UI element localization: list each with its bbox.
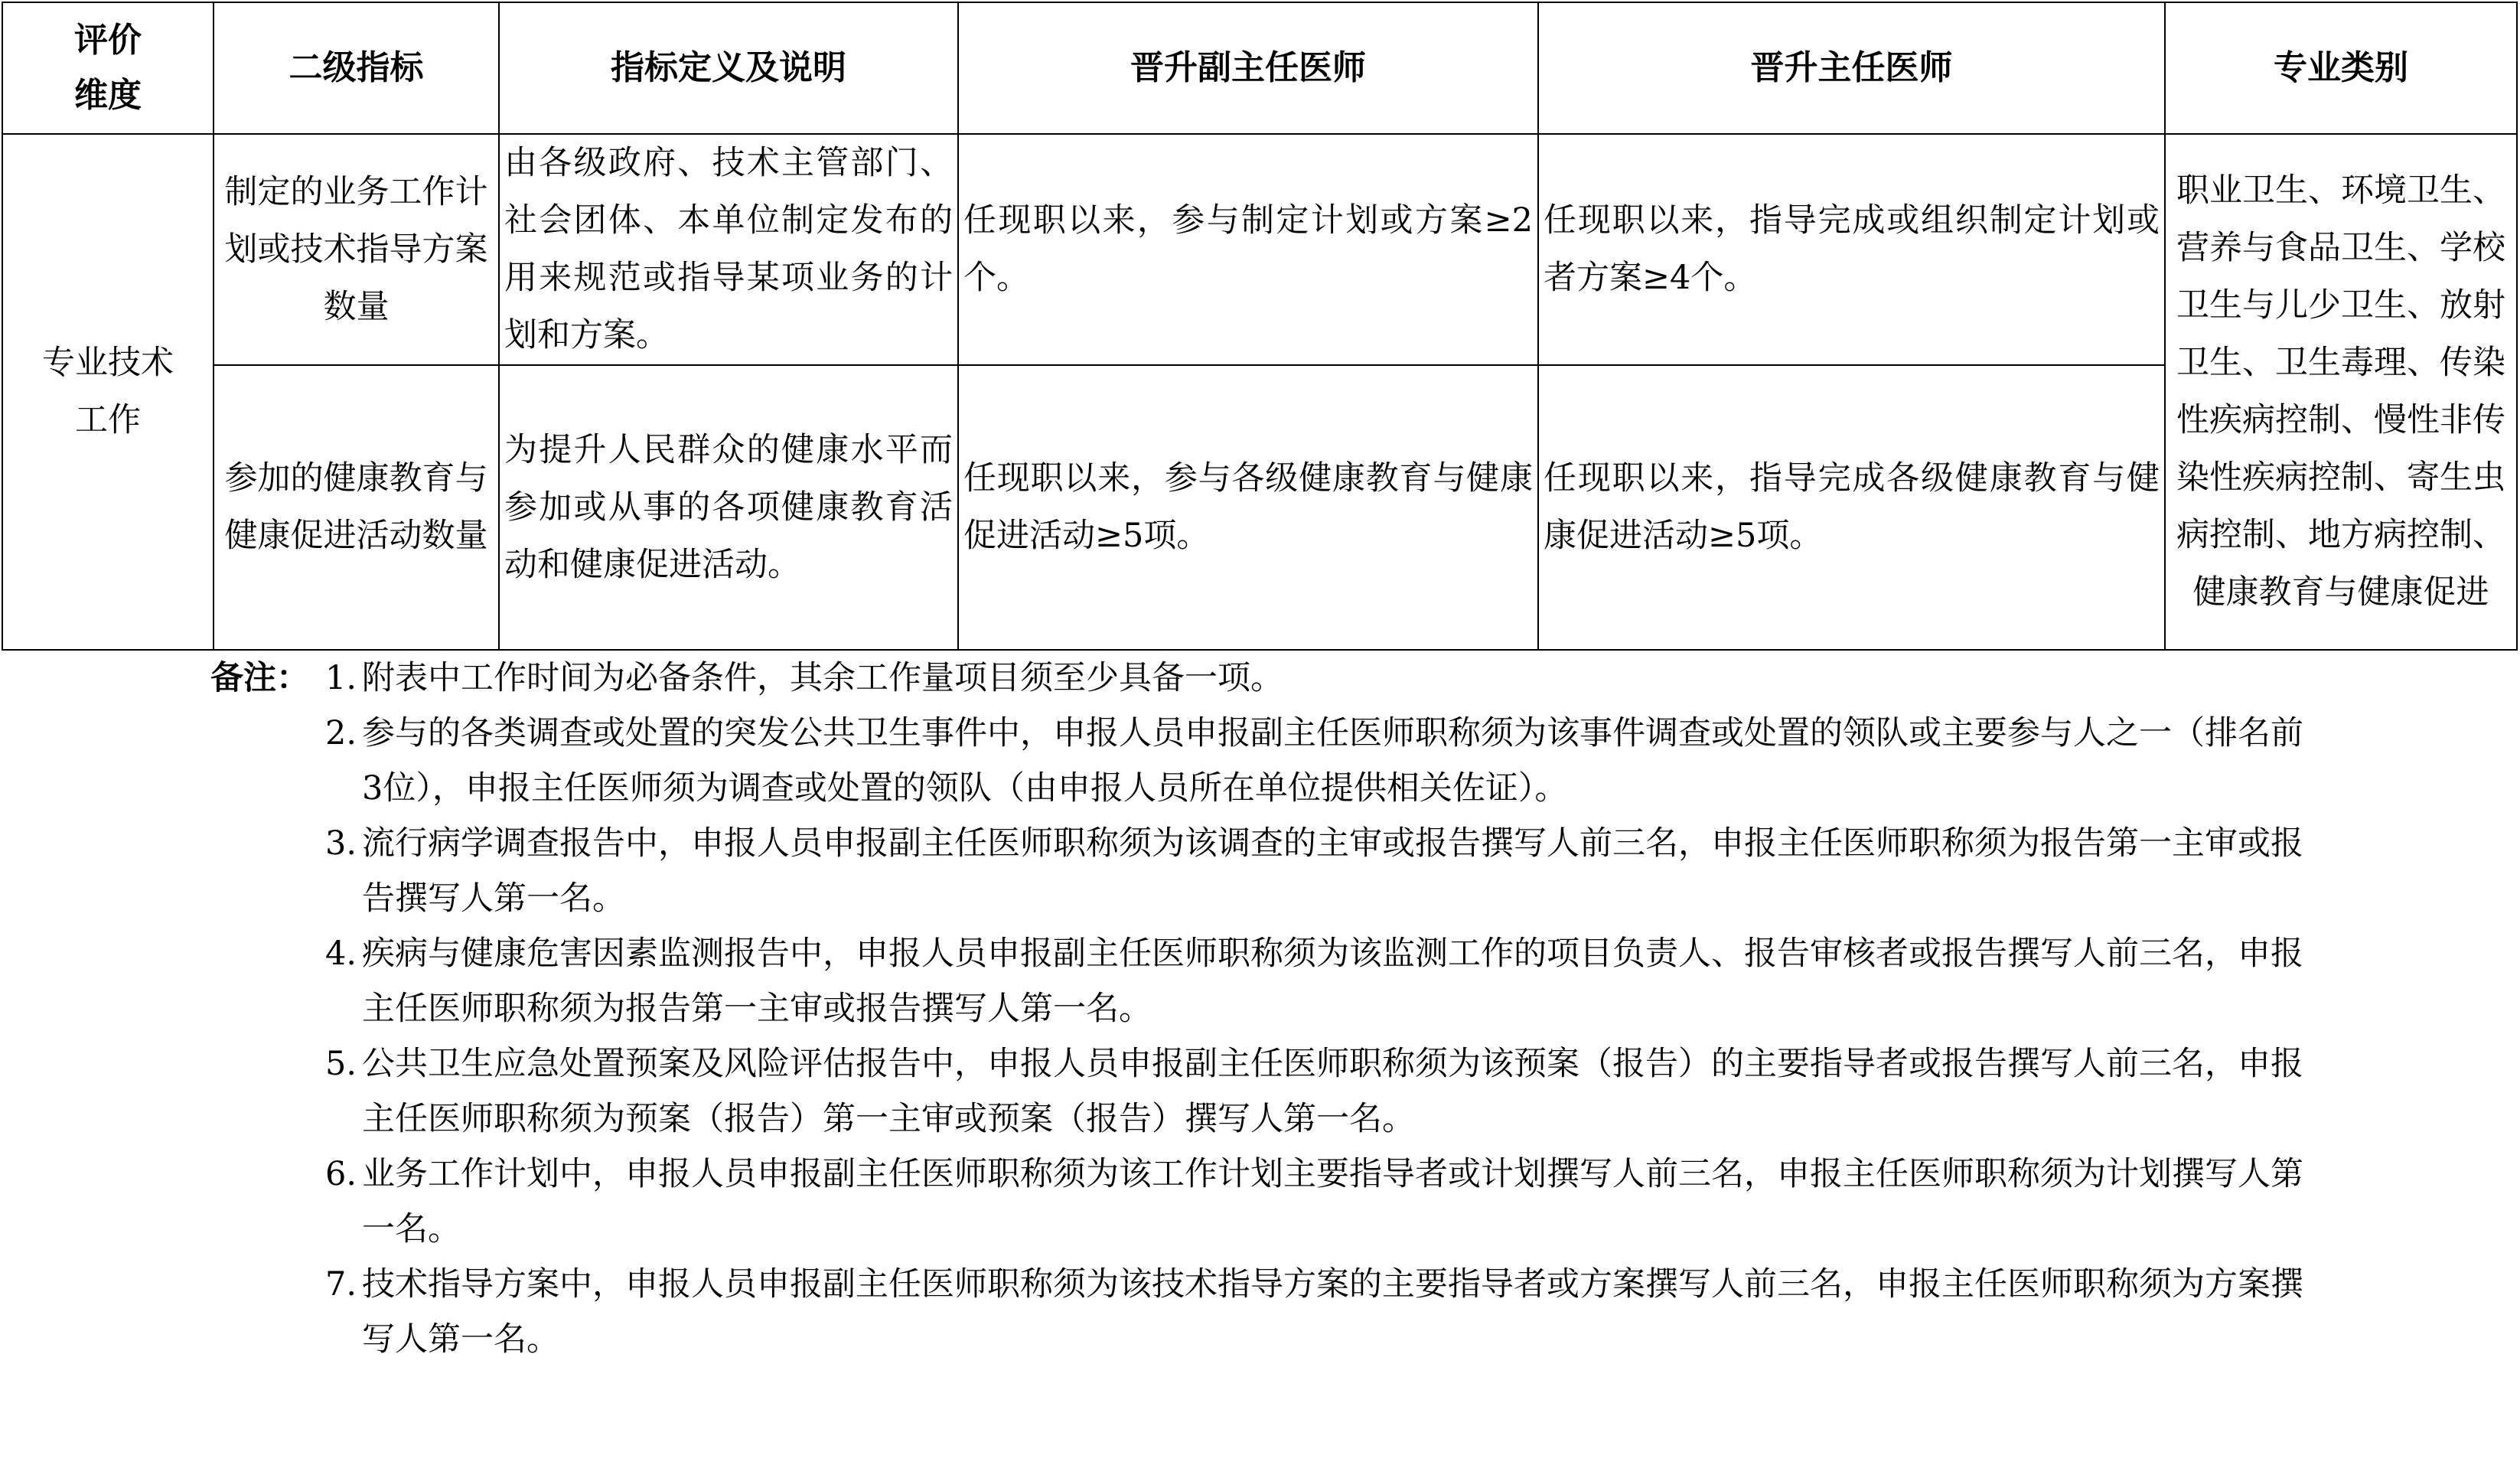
definition-cell: 由各级政府、技术主管部门、社会团体、本单位制定发布的用来规范或指导某项业务的计划和方案。	[499, 134, 958, 365]
note-number: 7.	[325, 1265, 357, 1303]
note-item	[210, 706, 2323, 816]
header-dimension: 评价 维度	[2, 2, 214, 134]
note-text: 业务工作计划中，申报人员申报副主任医师职称须为该工作计划主要指导者或计划撰写人前三名，申报主任医师职称须为计划撰写人第一名。	[362, 1155, 2303, 1248]
notes-label: 备注：	[210, 659, 309, 697]
table-header-row	[2, 2, 2517, 134]
definition-cell: 为提升人民群众的健康水平而参加或从事的各项健康教育活动和健康促进活动。	[499, 365, 958, 650]
note-item	[210, 1147, 2323, 1257]
note-number: 1.	[325, 659, 357, 697]
indicator-cell: 参加的健康教育与健康促进活动数量	[214, 365, 499, 650]
deputy-requirement-cell: 任现职以来，参与制定计划或方案≥2个。	[958, 134, 1538, 365]
note-text: 参与的各类调查或处置的突发公共卫生事件中，申报人员申报副主任医师职称须为该事件调查或处置的领队或主要参与人之一（排名前3位），申报主任医师须为调查或处置的领队（由申报人员所在单位提供相关佐证）。	[362, 714, 2303, 808]
note-text: 疾病与健康危害因素监测报告中，申报人员申报副主任医师职称须为该监测工作的项目负责人、报告审核者或报告撰写人前三名，申报主任医师职称须为报告第一主审或报告撰写人第一名。	[362, 935, 2303, 1028]
header-category: 专业类别	[2165, 2, 2517, 134]
note-item	[210, 651, 2323, 706]
note-number: 2.	[325, 714, 357, 752]
indicator-cell: 制定的业务工作计划或技术指导方案数量	[214, 134, 499, 365]
evaluation-table	[2, 2, 2518, 651]
note-item	[210, 926, 2323, 1036]
header-definition: 指标定义及说明	[499, 2, 958, 134]
chief-requirement-cell: 任现职以来，指导完成各级健康教育与健康促进活动≥5项。	[1538, 365, 2165, 650]
note-text: 公共卫生应急处置预案及风险评估报告中，申报人员申报副主任医师职称须为该预案（报告）的主要指导者或报告撰写人前三名，申报主任医师职称须为预案（报告）第一主审或预案（报告）撰写人第一名。	[362, 1045, 2303, 1138]
category-cell: 职业卫生、环境卫生、营养与食品卫生、学校卫生与儿少卫生、放射卫生、卫生毒理、传染性疾病控制、慢性非传染性疾病控制、寄生虫病控制、地方病控制、健康教育与健康促进	[2165, 134, 2517, 650]
note-item	[210, 1036, 2323, 1147]
note-number: 5.	[325, 1045, 357, 1083]
note-text: 技术指导方案中，申报人员申报副主任医师职称须为该技术指导方案的主要指导者或方案撰写人前三名，申报主任医师职称须为方案撰写人第一名。	[362, 1265, 2303, 1359]
header-chief: 晋升主任医师	[1538, 2, 2165, 134]
deputy-requirement-cell: 任现职以来，参与各级健康教育与健康促进活动≥5项。	[958, 365, 1538, 650]
header-deputy-chief: 晋升副主任医师	[958, 2, 1538, 134]
note-number: 6.	[325, 1155, 357, 1193]
note-number: 4.	[325, 935, 357, 973]
note-text: 流行病学调查报告中，申报人员申报副主任医师职称须为该调查的主审或报告撰写人前三名，申报主任医师职称须为报告第一主审或报告撰写人第一名。	[362, 824, 2303, 918]
note-number: 3.	[325, 824, 357, 863]
note-item	[210, 1257, 2323, 1367]
header-indicator: 二级指标	[214, 2, 499, 134]
notes-section	[210, 651, 2323, 1367]
dimension-cell: 专业技术 工作	[2, 134, 214, 650]
table-row	[2, 134, 2517, 365]
chief-requirement-cell: 任现职以来，指导完成或组织制定计划或者方案≥4个。	[1538, 134, 2165, 365]
note-text: 附表中工作时间为必备条件，其余工作量项目须至少具备一项。	[362, 659, 1283, 697]
table-row	[2, 365, 2517, 650]
note-item	[210, 816, 2323, 926]
